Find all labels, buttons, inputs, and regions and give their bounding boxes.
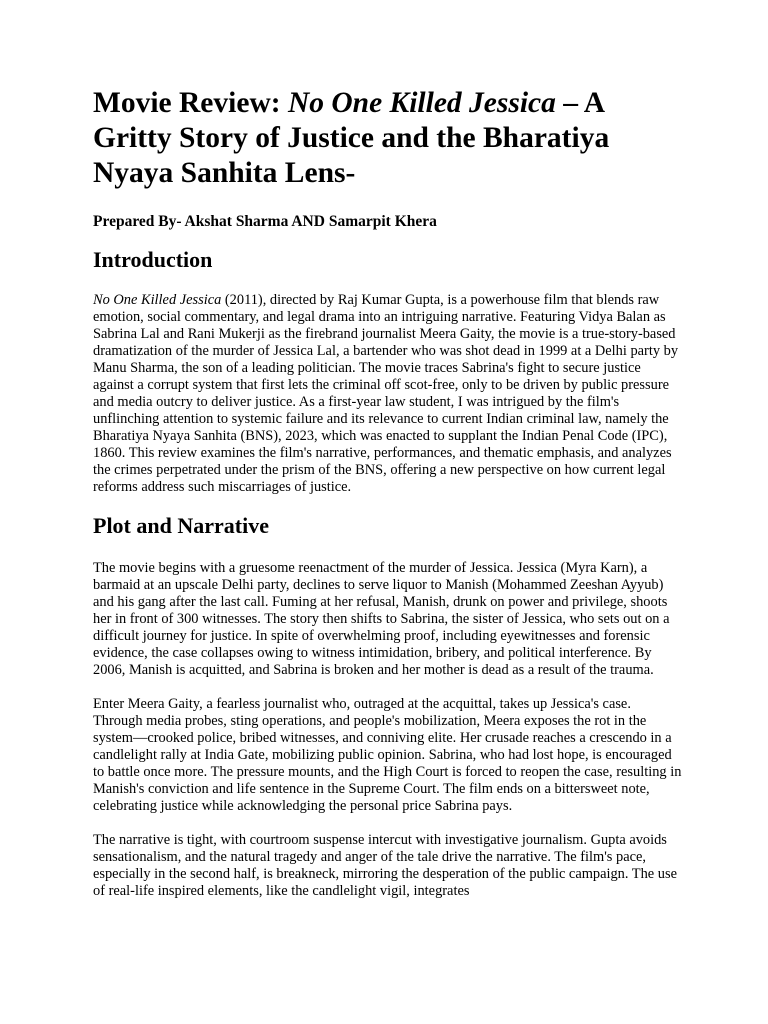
plot-heading: Plot and Narrative	[93, 513, 269, 538]
document-page	[93, 86, 683, 900]
title-film-name: No One Killed Jessica	[287, 87, 556, 119]
title-prefix: Movie Review:	[93, 87, 288, 119]
plot-paragraph-3: The narrative is tight, with courtroom suspense intercut with investigative journalism. Gupta avoids sensationalism, and the natural tragedy and anger of the tale drive the narrative. The film's pace, especially in the second half, is breakneck, mirroring the desperation of the public campaign. The use of real-life inspired elements, like the candlelight vigil, integrates	[93, 832, 677, 899]
introduction-text: (2011), directed by Raj Kumar Gupta, is a powerhouse film that blends raw emotion, social commentary, and legal drama into an intriguing narrative. Featuring Vidya Balan as Sabrina Lal and Rani Mukerji as the firebrand journalist Meera Gaity, the movie is a true-story-based dramatization of the murder of Jessica Lal, a bartender who was shot dead in 1999 at a Delhi party by Manu Sharma, the son of a leading politician. The movie traces Sabrina's fight to secure justice against a corrupt system that first lets the criminal off scot-free, only to be driven by public pressure and media outcry to deliver justice. As a first-year law student, I was intrigued by the film's unflinching attention to systemic failure and its relevance to current Indian criminal law, namely the Bharatiya Nyaya Sanhita (BNS), 2023, which was enacted to supplant the Indian Penal Code (IPC), 1860. This review examines the film's narrative, performances, and thematic emphasis, and analyzes the crimes perpetrated under the prism of the BNS, offering a new perspective on how current legal reforms address such miscarriages of justice.	[93, 292, 679, 495]
introduction-film-name: No One Killed Jessica	[93, 292, 222, 308]
introduction-heading: Introduction	[93, 247, 213, 272]
introduction-paragraph	[93, 292, 683, 496]
plot-paragraph-1: The movie begins with a gruesome reenactment of the murder of Jessica. Jessica (Myra Karn), a barmaid at an upscale Delhi party, declines to serve liquor to Manish (Mohammed Zeeshan Ayyub) and his gang after the last call. Fuming at her refusal, Manish, drunk on power and privilege, shoots her in front of 300 witnesses. The story then shifts to Sabrina, the sister of Jessica, who sets out on a difficult journey for justice. In spite of overwhelming proof, including eyewitnesses and forensic evidence, the case collapses owing to witness intimidation, bribery, and political interference. By 2006, Manish is acquitted, and Sabrina is broken and her mother is dead as a result of the trauma.	[93, 560, 670, 678]
plot-paragraph-2: Enter Meera Gaity, a fearless journalist who, outraged at the acquittal, takes up Jessica's case. Through media probes, sting operations, and people's mobilization, Meera exposes the rot in the system—crooked police, bribed witnesses, and conniving elite. Her crusade reaches a crescendo in a candlelight rally at India Gate, mobilizing public opinion. Sabrina, who had lost hope, is encouraged to battle once more. The pressure mounts, and the High Court is forced to reopen the case, resulting in Manish's conviction and life sentence in the Supreme Court. The film ends on a bittersweet note, celebrating justice while acknowledging the personal price Sabrina pays.	[93, 696, 682, 814]
title-suffix: – A Gritty Story of Justice and the Bharatiya Nyaya Sanhita Lens-	[93, 87, 610, 189]
byline: Prepared By- Akshat Sharma AND Samarpit Khera	[93, 213, 437, 230]
page-title	[93, 86, 683, 191]
